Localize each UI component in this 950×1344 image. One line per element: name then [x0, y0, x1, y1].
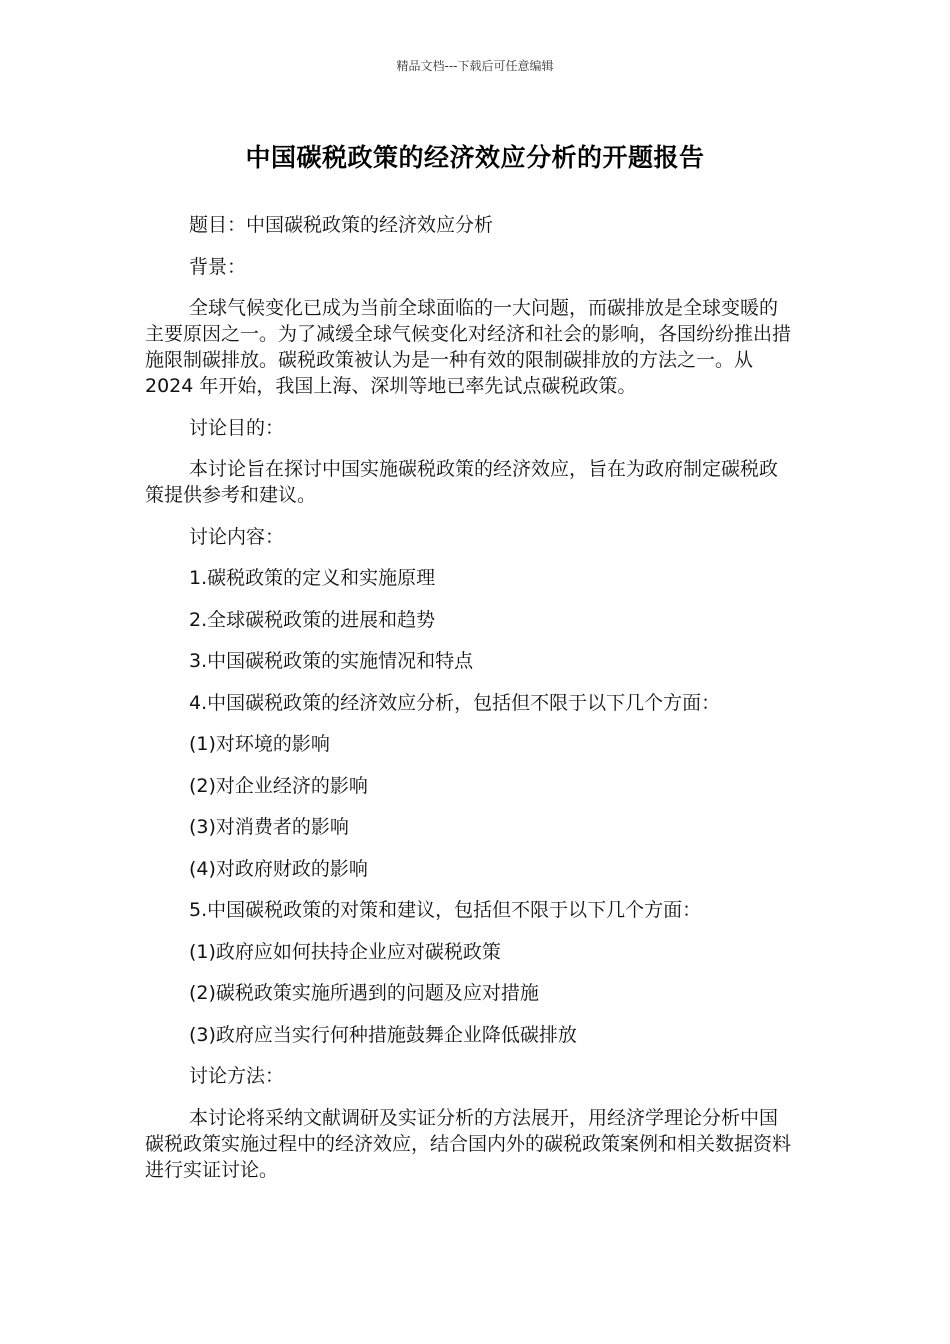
list-item: 5.中国碳税政策的对策和建议，包括但不限于以下几个方面： [189, 899, 702, 921]
sub-list-item: (3)对消费者的影响 [189, 816, 349, 838]
heading-background: 背景： [189, 255, 247, 278]
sub-list-item: (3)政府应当实行何种措施鼓舞企业降低碳排放 [189, 1023, 577, 1046]
document-title: 中国碳税政策的经济效应分析的开题报告 [245, 143, 705, 172]
paragraph-topic: 题目：中国碳税政策的经济效应分析 [189, 214, 494, 236]
heading-method: 讨论方法： [189, 1065, 285, 1087]
list-item: 2.全球碳税政策的进展和趋势 [189, 608, 436, 631]
list-item: 4.中国碳税政策的经济效应分析，包括但不限于以下几个方面： [189, 691, 721, 714]
heading-content: 讨论内容： [189, 525, 285, 548]
paragraph-purpose: 本讨论旨在探讨中国实施碳税政策的经济效应，旨在为政府制定碳税政策提供参考和建议。 [145, 458, 779, 506]
page-header: 精品文档---下载后可任意编辑 [396, 59, 554, 73]
heading-purpose: 讨论目的： [189, 416, 285, 439]
sub-list-item: (1)政府应如何扶持企业应对碳税政策 [189, 940, 501, 963]
sub-list-item: (2)碳税政策实施所遇到的问题及应对措施 [189, 982, 539, 1004]
paragraph-method: 本讨论将采纳文献调研及实证分析的方法展开，用经济学理论分析中国碳税政策实施过程中的经济效应，结合国内外的碳税政策案例和相关数据资料进行实证讨论。 [145, 1106, 792, 1181]
paragraph-background: 全球气候变化已成为当前全球面临的一大问题，而碳排放是全球变暖的主要原因之一。为了减缓全球气候变化对经济和社会的影响，各国纷纷推出措施限制碳排放。碳税政策被认为是一种有效的限制碳排放的方法之一。从 2024 年开始，我国上海、深圳等地已率先试点碳税政策。 [145, 297, 792, 397]
sub-list-item: (2)对企业经济的影响 [189, 774, 368, 797]
sub-list-item: (1)对环境的影响 [189, 733, 330, 755]
list-item: 3.中国碳税政策的实施情况和特点 [189, 650, 474, 672]
list-item: 1.碳税政策的定义和实施原理 [189, 567, 436, 589]
document-body [145, 212, 795, 1198]
sub-list-item: (4)对政府财政的影响 [189, 857, 368, 880]
